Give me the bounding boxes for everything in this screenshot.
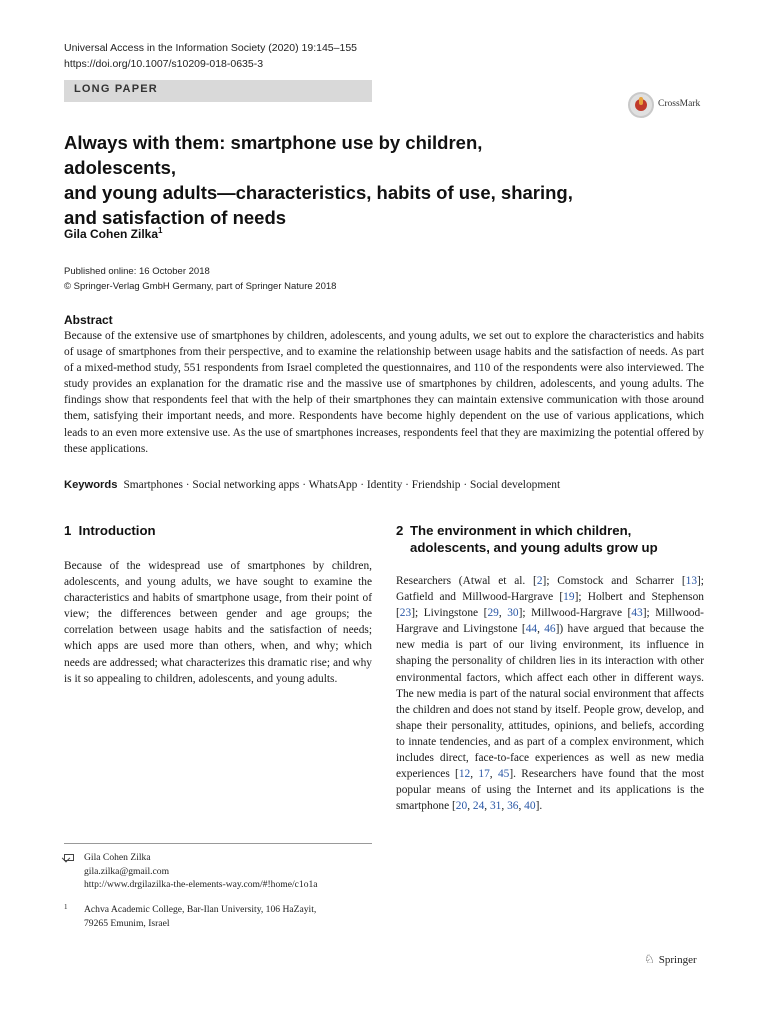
abstract-heading: Abstract — [64, 313, 113, 327]
abstract-text: Because of the extensive use of smartphones by children, adolescents, and young adults, we set out to explore the characteristics and habits of usage of smartphones from their perspective, and to examine the relationship between usage habits and the satisfaction of needs. As part of a mixed-method study, 551 respondents from Israel completed the questionnaires, and 110 of the respondents were also interviewed. The study provides an explanation for the dramatic rise and the massive use of smartphones by children, adolescents, and young adults. The findings show that respondents feel that with the help of their smartphones they can maintain extensive communication with those around them, satisfying their important needs, and more. Respondents have become highly dependent on the use of various applications, which leads to an even more extensive use. As the use of smartphones increases, respondents feel that they are maximizing the potential offered by these applications. — [64, 330, 704, 455]
section-2-heading — [396, 522, 706, 556]
affiliation-line: Achva Academic College, Bar-Ilan University, 106 HaZayit, — [84, 904, 317, 915]
section-number: 2 — [396, 523, 404, 538]
journal-citation: Universal Access in the Information Society (2020) 19:145–155 — [64, 42, 358, 54]
publisher-name: Springer — [658, 954, 697, 966]
citation-link[interactable]: 46 — [544, 623, 556, 636]
keywords-line — [64, 477, 704, 493]
title-line: and satisfaction of needs — [64, 207, 287, 228]
body-text: , — [467, 800, 473, 813]
affiliation-line: 79265 Emunim, Israel — [84, 917, 170, 929]
affiliation-mark: 1 — [64, 903, 68, 911]
body-text: , — [489, 768, 498, 781]
footnote-divider — [64, 843, 372, 844]
citation-link[interactable]: 13 — [685, 575, 698, 587]
publication-info — [64, 264, 336, 294]
crossmark-icon — [628, 92, 654, 118]
body-text: , — [518, 800, 525, 813]
citation-link[interactable]: 17 — [478, 768, 490, 781]
body-text: ]; Gatfield and Millwood-Hargrave [ — [396, 575, 704, 604]
keywords-label: Keywords — [64, 479, 118, 491]
body-text: , — [537, 623, 545, 636]
article-type-banner — [64, 80, 372, 102]
citation-link[interactable]: 45 — [497, 768, 510, 781]
body-text: ]; Millwood-Hargrave [ — [518, 607, 632, 620]
title-line: and young adults—characteristics, habits of use, sharing, — [64, 182, 573, 203]
section-1-heading — [64, 522, 156, 539]
body-text: , — [470, 768, 479, 781]
copyright-notice: © Springer-Verlag GmbH Germany, part of Springer Nature 2018 — [64, 281, 337, 292]
citation-link[interactable]: 31 — [489, 800, 502, 813]
body-text: ]; Millwood-Hargrave and Livingstone [ — [396, 607, 704, 636]
body-text: ]. Researchers have found that the most popular means of using the Internet and its applications is the smartphone [ — [396, 768, 705, 813]
author-affiliation-mark: 1 — [158, 226, 163, 235]
envelope-icon — [64, 854, 74, 861]
citation-link[interactable]: 2 — [536, 575, 543, 587]
title-line: Always with them: smartphone use by children, adolescents, — [64, 132, 483, 178]
body-text: Researchers (Atwal et al. [ — [396, 575, 537, 587]
section-number: 1 — [64, 523, 72, 538]
author-name: Gila Cohen Zilka — [64, 227, 159, 241]
body-text: ]; Comstock and Scharrer [ — [542, 575, 686, 587]
citation-link[interactable]: 24 — [472, 800, 485, 813]
citation-link[interactable]: 44 — [525, 623, 538, 636]
footnote-email[interactable]: gila.zilka@gmail.com — [84, 865, 170, 877]
keywords-list: Smartphones · Social networking apps · WhatsApp · Identity · Friendship · Social development — [123, 479, 561, 491]
citation-link[interactable]: 36 — [507, 800, 519, 813]
footnote-author-name: Gila Cohen Zilka — [84, 852, 151, 863]
body-text: , — [498, 607, 508, 620]
citation-link[interactable]: 43 — [631, 607, 643, 620]
doi-link[interactable]: https://doi.org/10.1007/s10209-018-0635-3 — [64, 58, 264, 70]
citation-link[interactable]: 23 — [399, 607, 412, 620]
section-1-body: Because of the widespread use of smartphones by children, adolescents, and young adults, we have sought to examine the characteristics and habits of smartphone usage, from their point of view; the differences between gender and age groups; the correlation between usage habits and the satisfaction of needs; which apps are used more than others, when, and why; which needs are addressed; what characterizes this dramatic rise; and why is it so appealing to children, adolescents, and young adults. — [64, 560, 372, 685]
section-2-body — [396, 573, 704, 814]
springer-horse-icon: ♘ — [644, 952, 655, 966]
body-text: ]) have argued that because the new media is part of our living environment, its influence in shaping the personality of children lies in its interaction with other environmental factors, which affect each other in different ways. The new media is part of the natural social environment that affects the children and does not stand by itself. People grow, develop, and shape their personality, attitudes, opinions, and beliefs, according to innate tendencies, and as part of a complex environment, which includes direct, face-to-face experiences as well as new media experiences [ — [396, 623, 704, 781]
body-text: , — [484, 800, 490, 813]
crossmark-badge[interactable] — [628, 92, 708, 122]
citation-link[interactable]: 12 — [458, 768, 471, 781]
section-title: Introduction — [78, 523, 156, 538]
body-text: ]; Holbert and Stephenson [ — [396, 591, 704, 620]
citation-link[interactable]: 20 — [455, 800, 468, 813]
section-title: The environment in which children, adolescents, and young adults grow up — [410, 523, 658, 555]
body-text: ]; Livingstone [ — [411, 607, 488, 620]
body-text: , — [501, 800, 508, 813]
body-text: ]. — [535, 800, 543, 813]
citation-link[interactable]: 19 — [563, 591, 575, 604]
crossmark-label: CrossMark — [658, 99, 701, 109]
published-date: Published online: 16 October 2018 — [64, 266, 210, 277]
citation-link[interactable]: 40 — [524, 800, 536, 813]
footnote-url[interactable]: http://www.drgilazilka-the-elements-way.com/#!home/c1o1a — [84, 879, 318, 890]
article-type-label: LONG PAPER — [74, 83, 158, 95]
citation-link[interactable]: 29 — [487, 607, 499, 620]
publisher-mark — [644, 952, 697, 967]
paper-title — [64, 130, 584, 230]
author-line — [64, 226, 162, 241]
journal-header — [64, 40, 357, 72]
citation-link[interactable]: 30 — [507, 607, 519, 620]
